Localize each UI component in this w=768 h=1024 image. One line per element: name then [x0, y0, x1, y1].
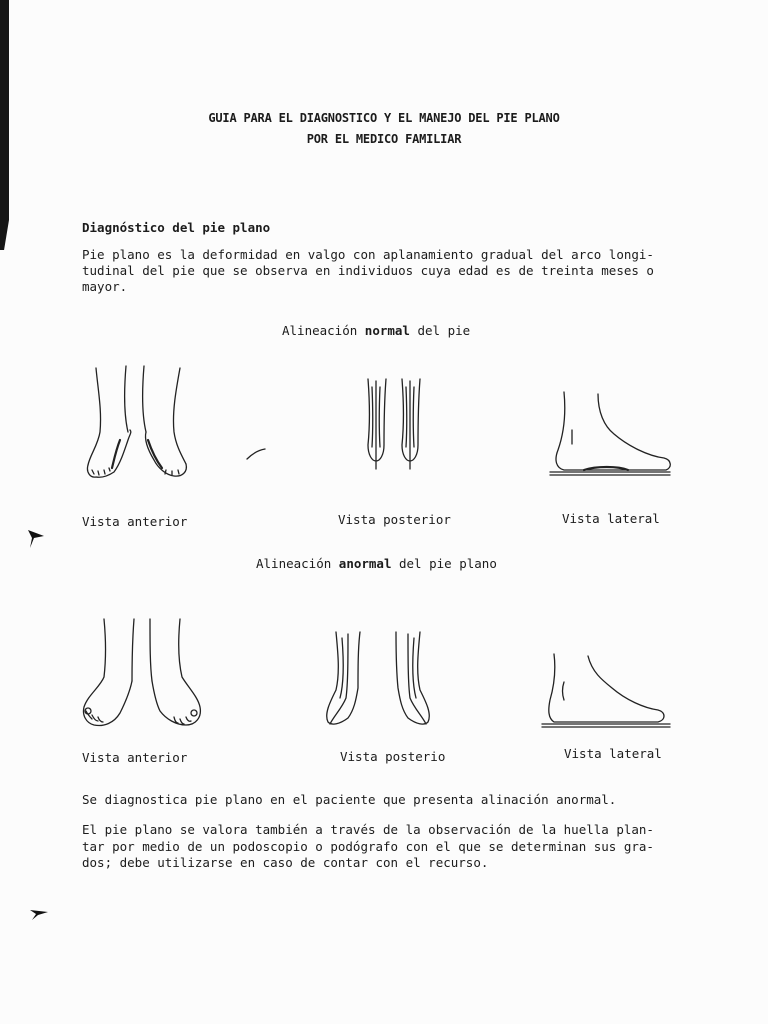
normal-anterior-feet-illustration	[78, 360, 198, 490]
margin-pen-mark-upper	[26, 526, 48, 550]
normal-lateral-label: Vista lateral	[562, 511, 660, 526]
abnormal-alignment-caption	[256, 556, 497, 571]
caption-prefix: Alineación	[282, 323, 365, 338]
abnormal-posterior-feet-illustration	[318, 628, 438, 728]
document-title-line-2: POR EL MEDICO FAMILIAR	[306, 132, 462, 146]
section-heading: Diagnóstico del pie plano	[82, 220, 271, 235]
normal-lateral-foot-illustration	[548, 388, 678, 480]
abnormal-lateral-foot-illustration	[540, 650, 672, 730]
caption-emphasis: normal	[364, 323, 410, 338]
abnormal-posterior-label: Vista posterio	[340, 749, 446, 764]
intro-paragraph: Pie plano es la deformidad en valgo con aplanamiento gradual del arco longi- tudinal del pie que se observa en individuos cuya edad es de treinta meses o mayor.	[82, 247, 654, 294]
abnormal-anterior-label: Vista anterior	[82, 750, 188, 765]
stray-pen-mark	[245, 447, 267, 461]
normal-anterior-label: Vista anterior	[82, 514, 188, 529]
abnormal-lateral-label: Vista lateral	[564, 746, 662, 761]
scan-edge-shadow	[0, 0, 9, 250]
normal-posterior-label: Vista posterior	[338, 512, 451, 527]
normal-posterior-feet-illustration	[358, 375, 438, 470]
footprint-paragraph: El pie plano se valora también a través de la observación de la huella plan- tar por medio de un podoscopio o podógrafo con el que se determinan sus gra- dos; debe utilizarse en caso de contar con el recurso.	[82, 822, 654, 870]
caption-prefix: Alineación	[256, 556, 339, 571]
abnormal-anterior-feet-illustration	[78, 615, 206, 735]
caption-emphasis: anormal	[338, 556, 392, 571]
document-title-line-1: GUIA PARA EL DIAGNOSTICO Y EL MANEJO DEL PIE PLANO	[208, 111, 560, 125]
diagnosis-sentence: Se diagnostica pie plano en el paciente que presenta alinación anormal.	[82, 792, 617, 807]
caption-suffix: del pie plano	[391, 556, 497, 571]
normal-alignment-caption	[282, 323, 470, 338]
margin-pen-mark-lower	[28, 906, 50, 922]
caption-suffix: del pie	[409, 323, 471, 338]
